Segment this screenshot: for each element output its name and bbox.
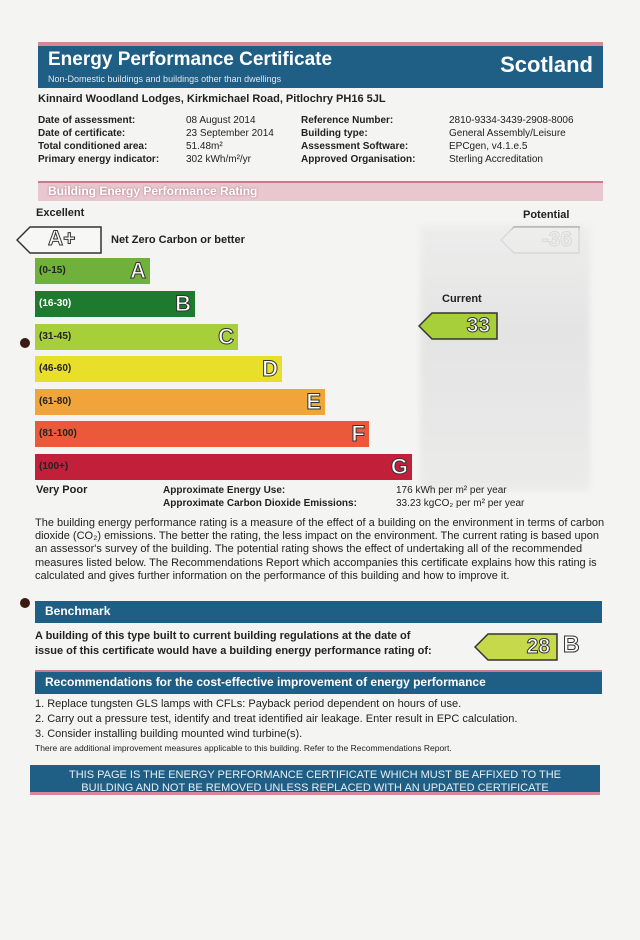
assessment-software-label: Assessment Software: [301,141,409,152]
assessment-date-value: 08 August 2014 [186,115,256,126]
approx-co2-value: 33.23 kgCO₂ per m² per year [396,498,525,509]
punch-hole [20,598,30,608]
band-letter: B [175,291,191,316]
details-left-labels [38,114,203,166]
benchmark-line-1: A building of this type built to current building regulations at the date of [35,630,411,642]
potential-label: Potential [523,209,570,221]
approx-energy-value: 176 kWh per m² per year [396,485,507,496]
excellent-label: Excellent [36,207,85,219]
band-letter: E [306,389,321,414]
blurred-region [420,225,590,490]
benchmark-line-2: issue of this certificate would have a building energy performance rating of: [35,645,432,657]
certificate-title: Energy Performance Certificate [48,49,333,70]
rating-band-e [35,389,325,415]
recommendations-title: Recommendations for the cost-effective improvement of energy performance [45,675,486,689]
benchmark-text [35,629,432,659]
certificate-header [38,42,603,88]
recommendations-list [35,697,605,754]
rating-band-c [35,324,238,350]
band-range: (100+) [39,461,69,472]
footer-line-2: BUILDING AND NOT BE REMOVED UNLESS REPLACED WITH AN UPDATED CERTIFICATE [81,782,549,794]
band-range: (81-100) [39,428,77,439]
aplus-description: Net Zero Carbon or better [111,234,245,246]
building-type-label: Building type: [301,128,368,139]
reference-number-label: Reference Number: [301,115,394,126]
certificate-date-label: Date of certificate: [38,128,126,139]
assessment-date-label: Date of assessment: [38,115,136,126]
certificate-footer [30,765,600,795]
current-label: Current [442,293,482,305]
approx-co2-label: Approximate Carbon Dioxide Emissions: [163,498,357,509]
details-right-values [449,114,609,166]
approx-labels [163,484,357,510]
recommendation-item: 1. Replace tungsten GLS lamps with CFLs: Payback period dependent on hours of use. [35,698,462,710]
recommendations-bar [35,670,602,694]
rating-band-b [35,291,195,317]
band-letter: G [390,454,408,479]
reference-number-value: 2810-9334-3439-2908-8006 [449,115,574,126]
details-right-labels [301,114,451,166]
approved-organisation-label: Approved Organisation: [301,154,416,165]
conditioned-area-label: Total conditioned area: [38,141,148,152]
rating-explanation: The building energy performance rating is a measure of the effect of a building on the environment in terms of carbon dioxide (CO₂) emissions. The better the rating, the less impact on the environment. The current rating is based upon an assessor's survey of the building. The potential rating shows the effect of undertaking all of the recommended measures listed below. The Recommendations Report which accompanies this certificate explains how this rating is calculated and gives further information on the performance of this building and how to improve it. [35,517,605,582]
primary-energy-label: Primary energy indicator: [38,154,160,165]
band-range: (0-15) [39,265,66,276]
benchmark-letter: B [563,631,580,657]
certificate-date-value: 23 September 2014 [186,128,274,139]
approx-values [396,484,524,510]
benchmark-bar [35,601,602,623]
current-rating-value: 33 [466,314,490,337]
assessment-software-value: EPCgen, v4.1.e.5 [449,141,528,152]
rating-band-f [35,421,369,447]
approved-organisation-value: Sterling Accreditation [449,154,543,165]
region-label: Scotland [500,52,593,77]
certificate-subtitle: Non-Domestic buildings and buildings other than dwellings [48,74,282,84]
band-letter: F [351,421,365,446]
very-poor-label: Very Poor [36,484,88,496]
rating-band-d [35,356,282,382]
band-letter: C [218,324,234,349]
band-range: (46-60) [39,363,72,374]
benchmark-title: Benchmark [45,604,111,618]
rating-section-title: Building Energy Performance Rating [48,184,258,198]
aplus-arrow [16,226,102,254]
details-left-values [186,114,296,166]
aplus-letter: A+ [48,227,76,250]
band-letter: A [130,258,146,283]
footer-line-1: THIS PAGE IS THE ENERGY PERFORMANCE CERTIFICATE WHICH MUST BE AFFIXED TO THE [68,769,562,781]
recommendation-item: 2. Carry out a pressure test, identify and treat identified air leakage. Enter result in EPC calculation. [35,713,518,725]
benchmark-value: 28 [526,635,550,658]
current-rating-arrow [418,312,498,340]
primary-energy-value: 302 kWh/m²/yr [186,154,252,165]
property-address: Kinnaird Woodland Lodges, Kirkmichael Road, Pitlochry PH16 5JL [38,93,386,105]
band-range: (31-45) [39,331,72,342]
recommendation-item: 3. Consider installing building mounted wind turbine(s). [35,728,303,740]
benchmark-arrow [474,633,558,661]
building-type-value: General Assembly/Leisure [449,128,566,139]
punch-hole [20,338,30,348]
rating-band-g [35,454,412,480]
band-letter: D [262,356,278,381]
band-range: (61-80) [39,396,72,407]
conditioned-area-value: 51.48m² [186,141,223,152]
rating-band-a [35,258,150,284]
rating-section-bar [38,181,603,201]
recommendations-note: There are additional improvement measures applicable to this building. Refer to the Recommendations Report. [35,743,452,753]
band-range: (16-30) [39,298,72,309]
approx-energy-label: Approximate Energy Use: [163,485,286,496]
